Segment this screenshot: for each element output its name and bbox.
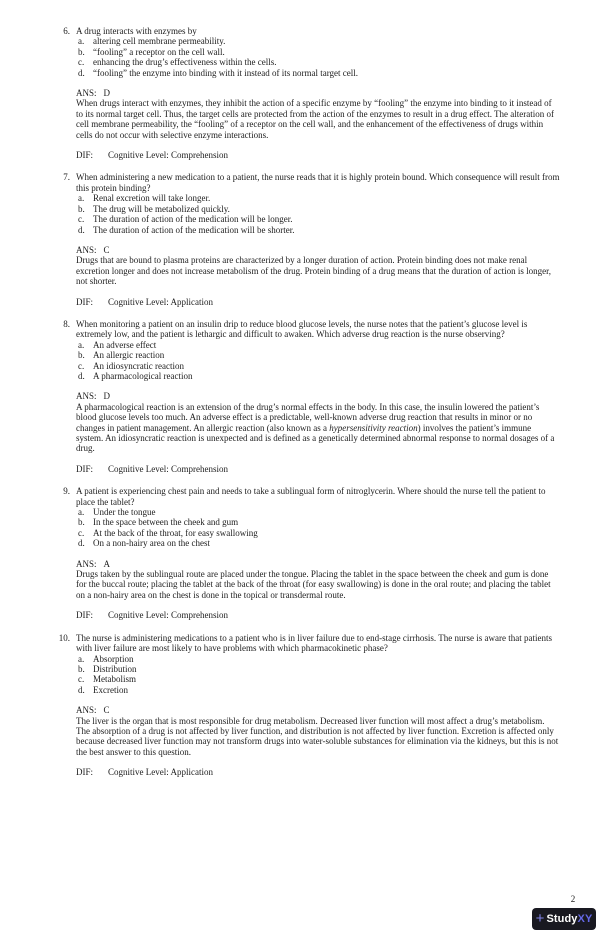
option-text: An idiosyncratic reaction	[93, 360, 184, 371]
option-letter: b.	[78, 663, 85, 674]
option-row	[76, 371, 560, 381]
brand-name-accent: XY	[577, 913, 593, 925]
rationale-segment: ) involves the patient’s immune system. An idiosyncratic reaction is unexpected and is defined as a genetically determined abnormal response to normal dosages of a drug.	[76, 422, 555, 454]
option-letter: d.	[78, 224, 85, 235]
option-text: Distribution	[93, 663, 137, 674]
question-stem: The nurse is administering medications to a patient who is in liver failure due to end-stage cirrhosis. The nurse is aware that patients with liver failure are most likely to have problems with which pharmacokinetic phase?	[76, 632, 552, 654]
dif-label: DIF:	[76, 610, 94, 621]
option-letter: c.	[78, 674, 85, 685]
questions-list	[56, 26, 560, 790]
dif-line	[76, 767, 560, 777]
question-number: 9.	[63, 486, 70, 497]
question-number: 8.	[63, 318, 70, 329]
question-number: 6.	[63, 26, 70, 36]
dif-label: DIF:	[76, 150, 94, 161]
option-text: On a non-hairy area on the chest	[93, 538, 210, 549]
dif-value: Cognitive Level: Application	[108, 296, 213, 307]
question-block	[56, 26, 560, 160]
option-text: Renal excretion will take longer.	[93, 193, 211, 204]
option-text: Absorption	[93, 653, 134, 664]
option-row	[76, 340, 560, 350]
answer-value: C	[103, 705, 110, 716]
options-list	[76, 507, 560, 549]
option-letter: c.	[78, 360, 85, 371]
rationale-text	[76, 255, 560, 286]
question-number: 7.	[63, 172, 70, 183]
option-row	[76, 538, 560, 548]
option-letter: c.	[78, 214, 85, 225]
option-text: Excretion	[93, 684, 128, 695]
option-row	[76, 225, 560, 235]
rationale-text	[76, 402, 560, 454]
rationale-segment: The liver is the organ that is most responsible for drug metabolism. Decreased liver function will most affect a drug’s metabolism. The absorption of a drug is not affected by liver function, and distribution is not affected by liver function. Excretion is affected only because decreased liver function may not transform drugs into water-soluble substances for elimination via the kidneys, but this is not the best answer to this question.	[76, 715, 559, 757]
option-letter: c.	[78, 57, 85, 68]
option-row	[76, 36, 560, 46]
dif-value: Cognitive Level: Application	[108, 767, 213, 778]
options-list	[76, 36, 560, 78]
option-row	[76, 674, 560, 684]
dif-value: Cognitive Level: Comprehension	[108, 610, 228, 621]
answer-value: D	[103, 391, 111, 402]
options-list	[76, 340, 560, 382]
option-text: An allergic reaction	[93, 350, 165, 361]
option-text: An adverse effect	[93, 339, 157, 350]
option-text: Metabolism	[93, 674, 136, 685]
dif-line	[76, 297, 560, 307]
question-body	[76, 172, 560, 306]
rationale-text	[76, 569, 560, 600]
question-stem: When administering a new medication to a patient, the nurse reads that it is highly protein bound. Which consequence will result from this protein binding?	[76, 172, 560, 193]
option-row	[76, 68, 560, 78]
answer-value: C	[103, 244, 110, 255]
option-letter: d.	[78, 67, 85, 78]
dif-label: DIF:	[76, 767, 94, 778]
option-row	[76, 204, 560, 214]
option-row	[76, 528, 560, 538]
answer-line	[76, 391, 560, 401]
option-letter: a.	[78, 36, 85, 47]
rationale-text	[76, 716, 560, 758]
plus-icon: +	[535, 909, 545, 927]
studyxy-logo	[532, 908, 596, 930]
answer-label: ANS:	[76, 244, 97, 255]
question-body	[76, 319, 560, 474]
question-body	[76, 26, 560, 160]
answer-label: ANS:	[76, 558, 97, 569]
option-row	[76, 361, 560, 371]
question-stem: A drug interacts with enzymes by	[76, 26, 197, 36]
question-block	[56, 319, 560, 474]
option-row	[76, 507, 560, 517]
question-block	[56, 486, 560, 620]
option-text: altering cell membrane permeability.	[93, 36, 226, 47]
dif-label: DIF:	[76, 463, 94, 474]
option-row	[76, 685, 560, 695]
option-letter: d.	[78, 684, 85, 695]
answer-value: A	[103, 558, 111, 569]
option-text: “fooling” the enzyme into binding with it instead of its normal target cell.	[93, 67, 359, 78]
option-row	[76, 214, 560, 224]
answer-line	[76, 245, 560, 255]
option-text: “fooling” a receptor on the cell wall.	[93, 46, 225, 57]
option-text: The drug will be metabolized quickly.	[93, 203, 230, 214]
option-letter: a.	[78, 193, 85, 204]
rationale-segment: When drugs interact with enzymes, they inhibit the action of a specific enzyme by “fooling” the enzyme into binding to it instead of to its normal target cell. Thus, the target cells are protected from the action of the enzymes to result in a drug effect. The alteration of cell membrane permeability, the “fooling” of a receptor on the cell wall, and the enhancement of the effectiveness of drugs within cells do not occur with selective enzyme interactions.	[76, 98, 555, 140]
answer-label: ANS:	[76, 391, 97, 402]
option-row	[76, 57, 560, 67]
options-list	[76, 193, 560, 235]
answer-line	[76, 559, 560, 569]
question-stem: A patient is experiencing chest pain and needs to take a sublingual form of nitroglycerin. Where should the nurse tell the patient to place the tablet?	[76, 486, 546, 507]
option-letter: b.	[78, 46, 85, 57]
option-row	[76, 47, 560, 57]
option-text: At the back of the throat, for easy swallowing	[93, 527, 258, 538]
option-letter: a.	[78, 653, 85, 664]
option-row	[76, 517, 560, 527]
option-letter: d.	[78, 370, 85, 381]
dif-line	[76, 464, 560, 474]
option-letter: b.	[78, 203, 85, 214]
option-row	[76, 193, 560, 203]
option-text: enhancing the drug’s effectiveness within the cells.	[93, 57, 277, 68]
question-stem: When monitoring a patient on an insulin drip to reduce blood glucose levels, the nurse notes that the patient’s glucose level is extremely low, and the patient is lethargic and difficult to awaken. Which adverse drug reaction is the nurse observing?	[76, 318, 528, 340]
option-letter: d.	[78, 538, 85, 549]
dif-value: Cognitive Level: Comprehension	[108, 150, 228, 161]
option-row	[76, 350, 560, 360]
dif-line	[76, 150, 560, 160]
option-row	[76, 654, 560, 664]
answer-line	[76, 705, 560, 715]
option-text: The duration of action of the medication will be shorter.	[93, 224, 295, 235]
dif-value: Cognitive Level: Comprehension	[108, 463, 228, 474]
option-text: Under the tongue	[93, 507, 156, 518]
rationale-segment: A pharmacological reaction is an extension of the drug’s normal effects in the body. In this case, the insulin lowered the patient’s blood glucose levels too much. An adverse effect is a predictable, well-known adverse drug reaction that results in minor or no changes in patient management. An allergic reaction (also known as a	[76, 401, 540, 433]
answer-label: ANS:	[76, 88, 97, 99]
rationale-italic-segment: hypersensitivity reaction	[329, 422, 418, 433]
option-row	[76, 664, 560, 674]
brand-name-primary: Study	[546, 913, 578, 925]
question-block	[56, 633, 560, 778]
question-body	[76, 633, 560, 778]
dif-label: DIF:	[76, 296, 94, 307]
dif-line	[76, 610, 560, 620]
rationale-segment: Drugs that are bound to plasma proteins are characterized by a longer duration of action. Protein binding does not make renal excretion longer and does not increase metabolism of the drug. Protein binding of a drug means that the duration of action is longer, not shorter.	[76, 255, 552, 287]
rationale-segment: Drugs taken by the sublingual route are placed under the tongue. Placing the tablet in the space between the cheek and gum is done for the buccal route; placing the tablet at the back of the throat (for easy swallowing) is done in the oral route; and placing the tablet on a non-hairy area on the chest is done in the topical or transdermal route.	[76, 569, 551, 600]
page-number: 2	[570, 894, 576, 904]
option-letter: c.	[78, 527, 85, 538]
question-body	[76, 486, 560, 620]
option-text: The duration of action of the medication will be longer.	[93, 214, 293, 225]
question-number: 10.	[58, 632, 70, 643]
question-block	[56, 172, 560, 306]
option-letter: b.	[78, 350, 85, 361]
option-letter: a.	[78, 507, 85, 518]
option-letter: a.	[78, 339, 85, 350]
option-text: In the space between the cheek and gum	[93, 517, 239, 528]
option-letter: b.	[78, 517, 85, 528]
option-text: A pharmacological reaction	[93, 370, 193, 381]
answer-label: ANS:	[76, 705, 97, 716]
rationale-text	[76, 98, 560, 140]
options-list	[76, 654, 560, 696]
answer-value: D	[103, 88, 111, 99]
answer-line	[76, 88, 560, 98]
